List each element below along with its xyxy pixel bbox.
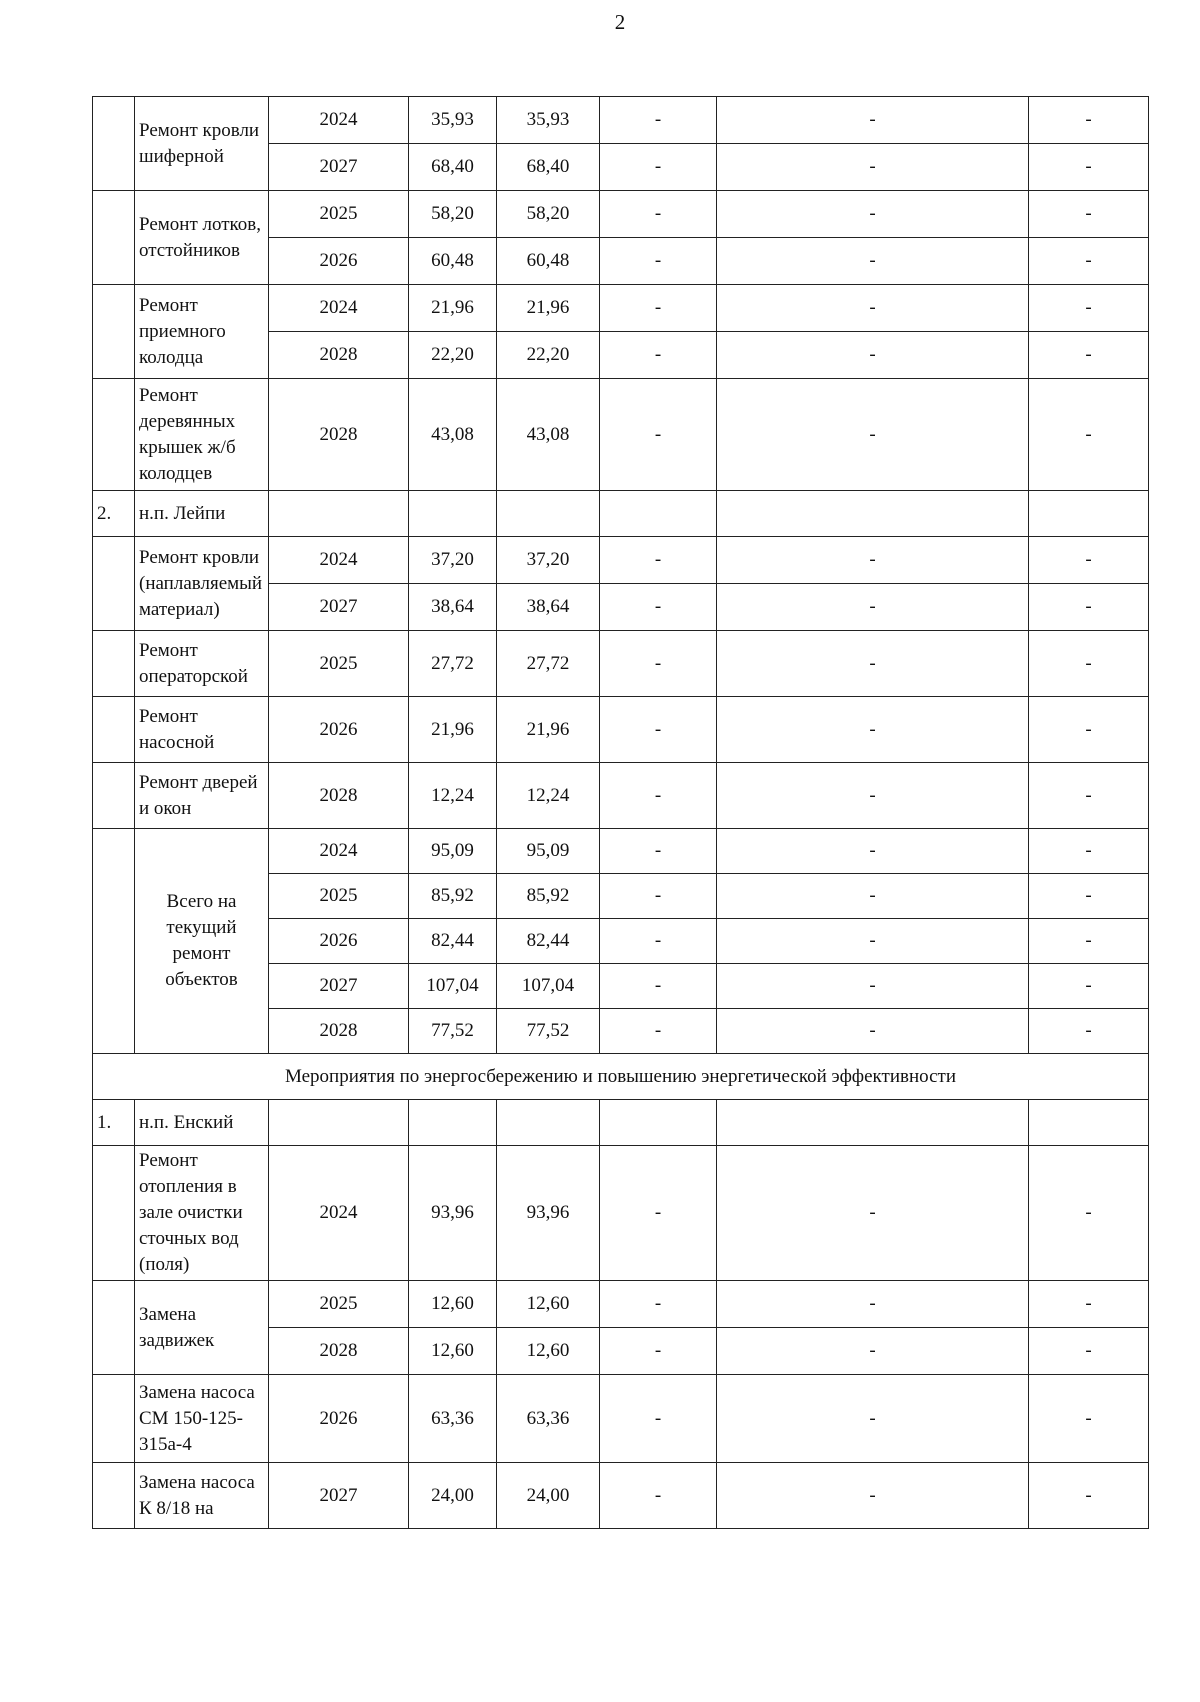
amount-cell: 12,60 bbox=[497, 1328, 600, 1375]
amount-cell: 107,04 bbox=[497, 964, 600, 1009]
table-row bbox=[93, 1375, 1149, 1463]
amount-cell: 68,40 bbox=[409, 144, 497, 191]
year-cell: 2028 bbox=[269, 763, 409, 829]
dash-cell: - bbox=[1029, 191, 1149, 238]
dash-cell: - bbox=[717, 919, 1029, 964]
table-row bbox=[93, 1463, 1149, 1529]
empty-cell bbox=[269, 1100, 409, 1146]
dash-cell: - bbox=[717, 584, 1029, 631]
dash-cell: - bbox=[717, 191, 1029, 238]
locality-row bbox=[93, 1100, 1149, 1146]
year-cell: 2027 bbox=[269, 144, 409, 191]
dash-cell: - bbox=[600, 1375, 717, 1463]
budget-table bbox=[92, 96, 1149, 1529]
dash-cell: - bbox=[717, 964, 1029, 1009]
empty-cell bbox=[497, 1100, 600, 1146]
total-label-cell: Всего на текущий ремонт объектов bbox=[135, 829, 269, 1054]
dash-cell: - bbox=[1029, 584, 1149, 631]
row-number-cell bbox=[93, 697, 135, 763]
dash-cell: - bbox=[1029, 964, 1149, 1009]
dash-cell: - bbox=[600, 874, 717, 919]
amount-cell: 21,96 bbox=[497, 697, 600, 763]
table-row bbox=[93, 285, 1149, 332]
dash-cell: - bbox=[1029, 1281, 1149, 1328]
amount-cell: 63,36 bbox=[497, 1375, 600, 1463]
dash-cell: - bbox=[1029, 874, 1149, 919]
amount-cell: 85,92 bbox=[497, 874, 600, 919]
work-name-cell: Ремонт приемного колодца bbox=[135, 285, 269, 379]
amount-cell: 37,20 bbox=[409, 537, 497, 584]
amount-cell: 107,04 bbox=[409, 964, 497, 1009]
dash-cell: - bbox=[600, 97, 717, 144]
section-title: Мероприятия по энергосбережению и повышению энергетической эффективности bbox=[93, 1054, 1149, 1100]
dash-cell: - bbox=[600, 829, 717, 874]
amount-cell: 85,92 bbox=[409, 874, 497, 919]
dash-cell: - bbox=[1029, 1146, 1149, 1281]
table-row bbox=[93, 1146, 1149, 1281]
table-row bbox=[93, 97, 1149, 144]
dash-cell: - bbox=[717, 1328, 1029, 1375]
dash-cell: - bbox=[1029, 144, 1149, 191]
dash-cell: - bbox=[600, 584, 717, 631]
amount-cell: 82,44 bbox=[497, 919, 600, 964]
amount-cell: 27,72 bbox=[409, 631, 497, 697]
amount-cell: 95,09 bbox=[497, 829, 600, 874]
amount-cell: 12,60 bbox=[497, 1281, 600, 1328]
dash-cell: - bbox=[717, 874, 1029, 919]
dash-cell: - bbox=[600, 1009, 717, 1054]
dash-cell: - bbox=[600, 379, 717, 491]
amount-cell: 22,20 bbox=[497, 332, 600, 379]
dash-cell: - bbox=[1029, 332, 1149, 379]
amount-cell: 12,24 bbox=[409, 763, 497, 829]
work-name-cell: Замена насоса СМ 150-125-315а-4 bbox=[135, 1375, 269, 1463]
dash-cell: - bbox=[717, 1146, 1029, 1281]
dash-cell: - bbox=[600, 1328, 717, 1375]
page-number: 2 bbox=[614, 10, 626, 34]
locality-name: н.п. Лейпи bbox=[135, 491, 269, 537]
table-row bbox=[93, 191, 1149, 238]
work-name-cell: Ремонт операторской bbox=[135, 631, 269, 697]
year-cell: 2024 bbox=[269, 829, 409, 874]
empty-cell bbox=[717, 1100, 1029, 1146]
dash-cell: - bbox=[1029, 763, 1149, 829]
work-name-cell: Ремонт дверей и окон bbox=[135, 763, 269, 829]
dash-cell: - bbox=[600, 238, 717, 285]
year-cell: 2024 bbox=[269, 97, 409, 144]
work-name-cell: Ремонт деревянных крышек ж/б колодцев bbox=[135, 379, 269, 491]
amount-cell: 58,20 bbox=[497, 191, 600, 238]
amount-cell: 63,36 bbox=[409, 1375, 497, 1463]
amount-cell: 38,64 bbox=[497, 584, 600, 631]
dash-cell: - bbox=[717, 763, 1029, 829]
dash-cell: - bbox=[717, 1463, 1029, 1529]
dash-cell: - bbox=[717, 144, 1029, 191]
dash-cell: - bbox=[1029, 238, 1149, 285]
dash-cell: - bbox=[717, 537, 1029, 584]
dash-cell: - bbox=[717, 1375, 1029, 1463]
amount-cell: 60,48 bbox=[497, 238, 600, 285]
row-number-cell bbox=[93, 191, 135, 285]
dash-cell: - bbox=[600, 964, 717, 1009]
dash-cell: - bbox=[600, 332, 717, 379]
empty-cell bbox=[600, 1100, 717, 1146]
dash-cell: - bbox=[717, 697, 1029, 763]
empty-cell bbox=[600, 491, 717, 537]
year-cell: 2028 bbox=[269, 1328, 409, 1375]
work-name-cell: Замена задвижек bbox=[135, 1281, 269, 1375]
year-cell: 2026 bbox=[269, 697, 409, 763]
table-row bbox=[93, 829, 1149, 874]
table-row bbox=[93, 379, 1149, 491]
amount-cell: 68,40 bbox=[497, 144, 600, 191]
dash-cell: - bbox=[600, 285, 717, 332]
amount-cell: 12,24 bbox=[497, 763, 600, 829]
row-number-cell bbox=[93, 97, 135, 191]
table-row bbox=[93, 697, 1149, 763]
year-cell: 2027 bbox=[269, 964, 409, 1009]
empty-cell bbox=[717, 491, 1029, 537]
empty-cell bbox=[409, 491, 497, 537]
row-number-cell bbox=[93, 763, 135, 829]
locality-number: 1. bbox=[93, 1100, 135, 1146]
empty-cell bbox=[1029, 491, 1149, 537]
year-cell: 2028 bbox=[269, 332, 409, 379]
year-cell: 2027 bbox=[269, 1463, 409, 1529]
amount-cell: 21,96 bbox=[409, 285, 497, 332]
dash-cell: - bbox=[600, 144, 717, 191]
year-cell: 2027 bbox=[269, 584, 409, 631]
locality-number: 2. bbox=[93, 491, 135, 537]
dash-cell: - bbox=[600, 919, 717, 964]
row-number-cell bbox=[93, 1146, 135, 1281]
dash-cell: - bbox=[1029, 379, 1149, 491]
amount-cell: 82,44 bbox=[409, 919, 497, 964]
dash-cell: - bbox=[717, 1009, 1029, 1054]
amount-cell: 43,08 bbox=[497, 379, 600, 491]
dash-cell: - bbox=[600, 1463, 717, 1529]
dash-cell: - bbox=[717, 97, 1029, 144]
dash-cell: - bbox=[600, 191, 717, 238]
year-cell: 2025 bbox=[269, 1281, 409, 1328]
year-cell: 2026 bbox=[269, 238, 409, 285]
row-number-cell bbox=[93, 537, 135, 631]
year-cell: 2028 bbox=[269, 379, 409, 491]
amount-cell: 35,93 bbox=[497, 97, 600, 144]
dash-cell: - bbox=[1029, 1009, 1149, 1054]
dash-cell: - bbox=[717, 829, 1029, 874]
amount-cell: 21,96 bbox=[409, 697, 497, 763]
work-name-cell: Ремонт насосной bbox=[135, 697, 269, 763]
dash-cell: - bbox=[1029, 537, 1149, 584]
dash-cell: - bbox=[717, 379, 1029, 491]
amount-cell: 22,20 bbox=[409, 332, 497, 379]
amount-cell: 38,64 bbox=[409, 584, 497, 631]
year-cell: 2025 bbox=[269, 874, 409, 919]
dash-cell: - bbox=[1029, 97, 1149, 144]
dash-cell: - bbox=[600, 537, 717, 584]
empty-cell bbox=[497, 491, 600, 537]
work-name-cell: Ремонт лотков, отстойников bbox=[135, 191, 269, 285]
amount-cell: 12,60 bbox=[409, 1328, 497, 1375]
dash-cell: - bbox=[717, 285, 1029, 332]
work-name-cell: Ремонт отопления в зале очистки сточных вод (поля) bbox=[135, 1146, 269, 1281]
dash-cell: - bbox=[1029, 919, 1149, 964]
amount-cell: 77,52 bbox=[497, 1009, 600, 1054]
row-number-cell bbox=[93, 1281, 135, 1375]
amount-cell: 60,48 bbox=[409, 238, 497, 285]
work-name-cell: Ремонт кровли (наплавляемый материал) bbox=[135, 537, 269, 631]
dash-cell: - bbox=[717, 238, 1029, 285]
work-name-cell: Ремонт кровли шиферной bbox=[135, 97, 269, 191]
row-number-cell bbox=[93, 1463, 135, 1529]
dash-cell: - bbox=[1029, 631, 1149, 697]
year-cell: 2024 bbox=[269, 1146, 409, 1281]
table-row bbox=[93, 763, 1149, 829]
dash-cell: - bbox=[600, 1146, 717, 1281]
table-row bbox=[93, 537, 1149, 584]
dash-cell: - bbox=[717, 631, 1029, 697]
dash-cell: - bbox=[1029, 285, 1149, 332]
amount-cell: 77,52 bbox=[409, 1009, 497, 1054]
dash-cell: - bbox=[600, 697, 717, 763]
amount-cell: 21,96 bbox=[497, 285, 600, 332]
dash-cell: - bbox=[717, 332, 1029, 379]
row-number-cell bbox=[93, 631, 135, 697]
work-name-cell: Замена насоса К 8/18 на bbox=[135, 1463, 269, 1529]
year-cell: 2026 bbox=[269, 919, 409, 964]
amount-cell: 93,96 bbox=[409, 1146, 497, 1281]
year-cell: 2024 bbox=[269, 285, 409, 332]
empty-cell bbox=[269, 491, 409, 537]
amount-cell: 95,09 bbox=[409, 829, 497, 874]
locality-row bbox=[93, 491, 1149, 537]
amount-cell: 24,00 bbox=[497, 1463, 600, 1529]
row-number-cell bbox=[93, 1375, 135, 1463]
table-row bbox=[93, 631, 1149, 697]
dash-cell: - bbox=[600, 1281, 717, 1328]
amount-cell: 37,20 bbox=[497, 537, 600, 584]
row-number-cell bbox=[93, 285, 135, 379]
amount-cell: 35,93 bbox=[409, 97, 497, 144]
row-number-cell bbox=[93, 379, 135, 491]
year-cell: 2026 bbox=[269, 1375, 409, 1463]
dash-cell: - bbox=[600, 631, 717, 697]
year-cell: 2024 bbox=[269, 537, 409, 584]
empty-cell bbox=[1029, 1100, 1149, 1146]
dash-cell: - bbox=[1029, 1375, 1149, 1463]
section-row bbox=[93, 1054, 1149, 1100]
dash-cell: - bbox=[1029, 829, 1149, 874]
empty-cell bbox=[409, 1100, 497, 1146]
dash-cell: - bbox=[1029, 697, 1149, 763]
locality-name: н.п. Енский bbox=[135, 1100, 269, 1146]
year-cell: 2025 bbox=[269, 191, 409, 238]
dash-cell: - bbox=[1029, 1328, 1149, 1375]
amount-cell: 24,00 bbox=[409, 1463, 497, 1529]
dash-cell: - bbox=[1029, 1463, 1149, 1529]
year-cell: 2028 bbox=[269, 1009, 409, 1054]
dash-cell: - bbox=[717, 1281, 1029, 1328]
amount-cell: 12,60 bbox=[409, 1281, 497, 1328]
amount-cell: 93,96 bbox=[497, 1146, 600, 1281]
dash-cell: - bbox=[600, 763, 717, 829]
amount-cell: 58,20 bbox=[409, 191, 497, 238]
table-row bbox=[93, 1281, 1149, 1328]
year-cell: 2025 bbox=[269, 631, 409, 697]
row-number-cell bbox=[93, 829, 135, 1054]
amount-cell: 27,72 bbox=[497, 631, 600, 697]
amount-cell: 43,08 bbox=[409, 379, 497, 491]
